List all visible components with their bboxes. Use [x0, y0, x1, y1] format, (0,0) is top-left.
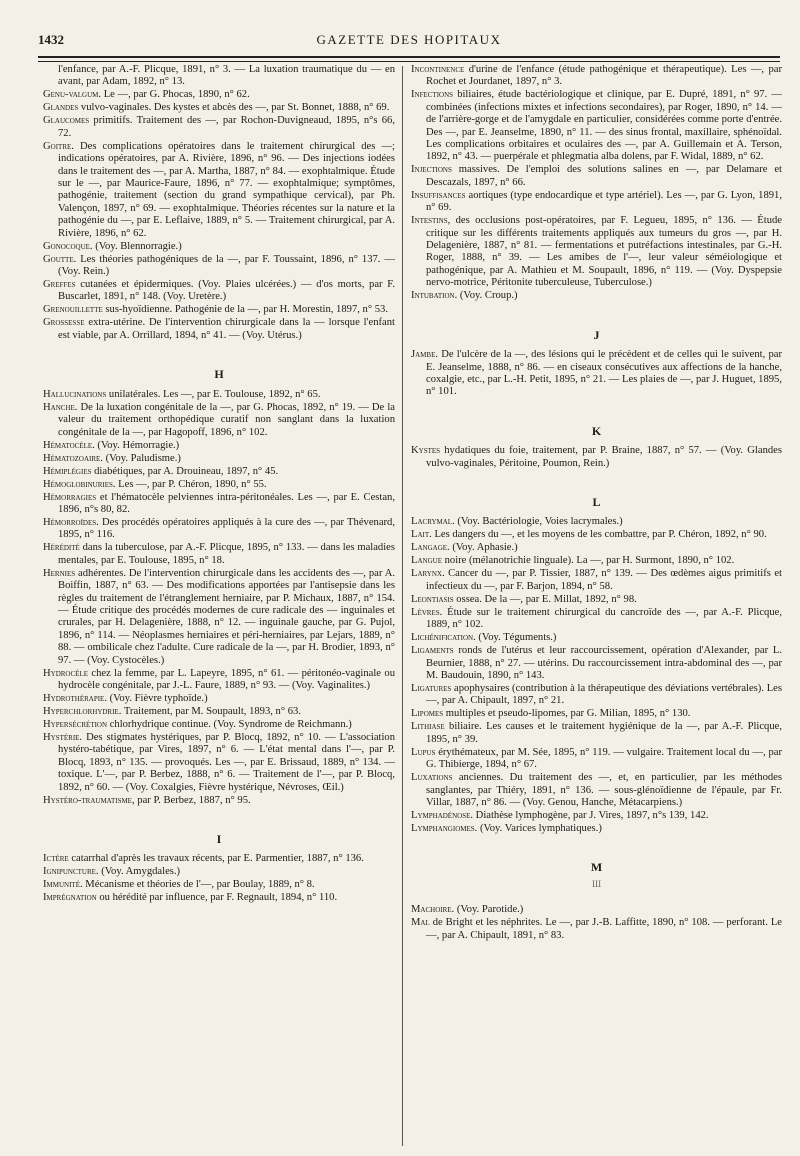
- section-letter: L: [592, 494, 601, 509]
- index-entry: [411, 64, 782, 89]
- entry-keyword: Langage.: [411, 542, 450, 554]
- entry-keyword: Leontiasis: [411, 593, 454, 605]
- entry-text: De la luxation congénitale de la —, par G. Phocas, 1892, n° 19. — De la valeur du traitement orthopédique curatif non sanglant dans la luxation congénitale de la —, par Hagopoff, 1896, n° 102.: [58, 401, 395, 438]
- entry-keyword: Hématocèle.: [43, 439, 95, 451]
- entry-keyword: Lithiase: [411, 721, 445, 733]
- entry-keyword: Imprégnation: [43, 892, 97, 904]
- entry-text: (Voy. Blennorragie.): [92, 240, 182, 252]
- entry-text: Des procédés opératoires appliqués à la cure des —, par Thévenard, 1895, n° 116.: [58, 516, 395, 541]
- right-column: [411, 64, 782, 943]
- index-entry: [411, 542, 782, 554]
- entry-text: primitifs. Traitement des —, par Rochon-Duvigneaud, 1895, n°s 66, 72.: [58, 115, 395, 139]
- entry-keyword: Hystéro-traumatisme,: [43, 794, 135, 806]
- entry-text: aortiques (type endocardique et type artériel). Les —, par G. Lyon, 1891, n° 69.: [426, 189, 782, 214]
- entry-keyword: Grossesse: [43, 317, 85, 329]
- section-letter: H: [214, 367, 224, 382]
- entry-keyword: Lichénification.: [411, 632, 476, 644]
- entry-keyword: Glaucomes: [43, 115, 90, 127]
- entry-text: noire (mélanotrichie linguale). La —, par H. Surmont, 1890, n° 102.: [441, 555, 735, 567]
- entry-keyword: Glandes: [43, 102, 79, 114]
- left-column: [43, 64, 395, 905]
- entry-keyword: Intubation.: [411, 290, 458, 302]
- index-entry: [43, 732, 395, 794]
- index-entry: [43, 866, 395, 878]
- page-header: [38, 24, 780, 54]
- index-entry: [43, 479, 395, 491]
- entry-keyword: Hanche.: [43, 401, 78, 413]
- entry-keyword: Ligaments: [411, 645, 454, 657]
- entry-keyword: Kystes: [411, 445, 441, 457]
- entry-keyword: Hématozoaire.: [43, 452, 103, 464]
- index-entry: [411, 917, 782, 942]
- index-entry: [43, 440, 395, 452]
- entry-keyword: Genu-valgum.: [43, 89, 102, 101]
- index-entry: [43, 241, 395, 253]
- entry-text: vulvo-vaginales. Des kystes et abcès des —, par St. Bonnet, 1888, n° 69.: [78, 102, 390, 114]
- index-entry: [43, 795, 395, 807]
- index-entry: [43, 64, 395, 89]
- entry-text: Traitement, par M. Soupault, 1893, n° 63.: [121, 705, 301, 717]
- index-entry: [43, 304, 395, 316]
- entry-text: (Voy. Bactériologie, Voies lacrymales.): [454, 516, 623, 528]
- index-entry: [43, 102, 395, 114]
- index-entry: [43, 453, 395, 465]
- entry-keyword: Infections: [411, 89, 454, 101]
- entry-keyword: Hystérie.: [43, 731, 83, 743]
- section-letter: K: [591, 423, 602, 438]
- entry-text: biliaire. Les causes et le traitement hygiénique de la —, par A.-F. Plicque, 1895, n° 39.: [426, 721, 782, 745]
- entry-text: de Bright et les néphrites. Le —, par J.-B. Laffitte, 1890, n° 108. — perforant. Le —, par A. Chipault, 1891, n° 83.: [426, 917, 782, 941]
- entry-keyword: Ictère: [43, 853, 69, 865]
- entry-text: et l'hématocèle pelviennes intra-péritonéales. Les —, par E. Cestan, 1896, n°s 80, 82.: [58, 491, 395, 515]
- index-entry: [411, 190, 782, 215]
- entry-text: catarrhal d'après les travaux récents, par E. Parmentier, 1887, n° 136.: [68, 853, 364, 865]
- index-entry: [43, 892, 395, 904]
- entry-keyword: Lait.: [411, 529, 432, 541]
- index-entry: [43, 706, 395, 718]
- index-entry: [43, 853, 395, 865]
- index-entry: [411, 89, 782, 163]
- entry-text: l'enfance, par A.-F. Plicque, 1891, n° 3. — La luxation traumatique du — en avant, par Adam, 1892, n° 13.: [58, 64, 395, 88]
- entry-text: Les théories pathogéniques de la —, par F. Toussaint, 1896, n° 137. — (Voy. Rein.): [58, 253, 395, 278]
- entry-text: (Voy. Croup.): [457, 290, 518, 302]
- index-entry: [411, 632, 782, 644]
- entry-text: Cancer du —, par P. Tissier, 1887, n° 139. — Des œdèmes aigus primitifs et infectieux du —, par F. Barjon, 1894, n° 58.: [426, 568, 782, 592]
- entry-text: Les —, par P. Chéron, 1890, n° 55.: [115, 478, 267, 490]
- entry-keyword: Hémorragies: [43, 491, 97, 503]
- index-entry: [411, 516, 782, 528]
- entry-keyword: Larynx.: [411, 568, 445, 580]
- entry-keyword: Grenouillette: [43, 304, 103, 316]
- entry-text: (Voy. Amygdales.): [98, 866, 181, 878]
- index-entry: [43, 254, 395, 279]
- index-entry: [43, 568, 395, 667]
- entry-text: (Voy. Aphasie.): [449, 542, 518, 554]
- index-entry: [43, 879, 395, 891]
- index-entry: [43, 693, 395, 705]
- index-entry: [411, 529, 782, 541]
- entry-text: diabétiques, par A. Drouineau, 1897, n° 45.: [91, 465, 279, 477]
- index-entry: [43, 542, 395, 567]
- index-entry: [411, 823, 782, 835]
- entry-text: d'urine de l'enfance (étude pathogénique et thérapeutique). Les —, par Rochet et Jourdanet, 1897, n° 3.: [426, 64, 782, 88]
- entry-text: érythémateux, par M. Sée, 1895, n° 119. — vulgaire. Traitement local du —, par G. Thibierge, 1894, n° 67.: [426, 746, 782, 771]
- entry-text: (Voy. Parotide.): [454, 904, 524, 916]
- entry-keyword: Jambe.: [411, 349, 438, 361]
- entry-text: chez la femme, par L. Lapeyre, 1895, n° 61. — péritonéo-vaginale ou hydrocèle congénitale, par J.-L. Faure, 1889, n° 93. — (Voy. Vaginalites.): [58, 667, 395, 691]
- entry-keyword: Machoire.: [411, 904, 455, 916]
- entry-keyword: Hémiplégies: [43, 465, 92, 477]
- entry-text: biliaires, étude bactériologique et clinique, par E. Dupré, 1891, n° 97. — combinées (infections mixtes et infections secondaires), par Roger, 1890, n° 14. — de l'arrière-gorge et de l'amygdale en particulier, considérées comme porte d'entrée. Des —, par E. Jeanselme, 1890, n° 11. — des sinus frontal, maxillaire, sphénoïdal. Les complications orbitaires et oculaires des —, par A. Guillemain et A. Terson, 1892, n° 43. — puerpérale et phlegmatia alba dolens, par F. Widal, 1889, n° 62.: [426, 89, 782, 163]
- entry-text: Des stigmates hystériques, par P. Blocq, 1892, n° 10. — L'association hystéro-tabétique, par Vires, 1897, n° 6. — L'état mental dans l'—, par P. Blocq, 1893, n° 135. — provoqués. Les —, par E. Brissaud, 1889, n° 134. — toxique. L'—, par P. Berbez, 1888, n° 6. — Traitement de l'—, par P. Blocq, 1892, n° 60. — (Voy. Coxalgies, Fièvre hystérique, Névroses, Œil.): [58, 731, 395, 793]
- entry-keyword: Langue: [411, 555, 442, 567]
- index-entry: [43, 141, 395, 240]
- section-ornament: Ш: [591, 878, 602, 889]
- entry-keyword: Lèvres.: [411, 606, 443, 618]
- index-entry: [43, 719, 395, 731]
- entry-text: ossea. De la —, par E. Millat, 1892, n° 98.: [453, 593, 637, 605]
- section-letter: I: [216, 832, 222, 846]
- entry-keyword: Hernies: [43, 567, 76, 579]
- entry-keyword: Ignipuncture.: [43, 866, 99, 878]
- entry-keyword: Incontinence: [411, 64, 465, 75]
- index-entry: [411, 747, 782, 772]
- entry-text: par P. Berbez, 1887, n° 95.: [134, 794, 251, 806]
- entry-keyword: Insuffisances: [411, 189, 466, 201]
- entry-keyword: Injections: [411, 164, 452, 176]
- entry-keyword: Goutte.: [43, 253, 77, 265]
- index-entry: [411, 810, 782, 822]
- entry-text: chlorhydrique continue. (Voy. Syndrome de Reichmann.): [107, 718, 352, 730]
- index-entry: [411, 683, 782, 708]
- entry-text: Les dangers du —, et les moyens de les combattre, par P. Chéron, 1892, n° 90.: [431, 529, 767, 541]
- entry-text: Le —, par G. Phocas, 1890, n° 62.: [101, 89, 250, 101]
- entry-keyword: Hérédité: [43, 542, 80, 554]
- entry-keyword: Lymphangiomes.: [411, 823, 478, 834]
- entry-text: (Voy. Fièvre typhoïde.): [106, 692, 208, 704]
- entry-text: (Voy. Varices lymphatiques.): [477, 823, 602, 834]
- entry-text: ronds de l'utérus et leur raccourcissement, opération d'Alexander, par L. Beurnier, 1888, n° 27. — utérins. Du raccourcissement intra-abdominal des —, par M. Baudouin, 1890, n° 143.: [426, 645, 782, 681]
- header-rule-thick: [38, 56, 780, 58]
- entry-text: des occlusions post-opératoires, par F. Legueu, 1895, n° 136. — Étude critique sur les différents traitements appliqués aux tumeurs du gros —, par H. Delagenière, 1887, n° 81. — fermentations et putréfactions intestinales, par G.-H. Roger, 1888, n° 39. — Les amibes de l'—, leur valeur séméiologique et pathogénique, par A. Mathieu et M. Soupault, 1896, n° 119. — (Voy. Dyspepsie nervo-motrice, Péritonite tuberculeuse, Tuberculose.): [426, 215, 782, 289]
- index-entry: [411, 290, 782, 302]
- entry-keyword: Hémoglobinuries.: [43, 478, 116, 490]
- entry-text: multiples et pseudo-lipomes, par G. Milian, 1895, n° 130.: [443, 708, 691, 720]
- entry-text: apophysaires (contribution à la thérapeutique des déviations vertébrales). Les —, par A. Chipault, 1897, n° 21.: [426, 682, 782, 707]
- entry-text: Mécanisme et théories de l'—, par Boulay, 1889, n° 8.: [82, 879, 315, 891]
- entry-text: extra-utérine. De l'intervention chirurgicale dans la — lorsque l'enfant est viable, par A. Orrillard, 1894, n° 41. — (Voy. Utérus.): [58, 317, 395, 341]
- index-entry: [43, 279, 395, 304]
- entry-keyword: Hémorroïdes.: [43, 516, 99, 528]
- page-number: 1432: [38, 32, 64, 47]
- entry-text: sus-hyoïdienne. Pathogénie de la —, par H. Morestin, 1897, n° 53.: [102, 304, 388, 316]
- entry-keyword: Mal: [411, 917, 430, 929]
- index-entry: [411, 445, 782, 470]
- entry-text: unilatérales. Les —, par E. Toulouse, 1892, n° 65.: [106, 388, 321, 400]
- index-entry: [411, 215, 782, 289]
- section-letter: M: [590, 860, 603, 875]
- index-entry: [411, 721, 782, 746]
- index-entry: [43, 402, 395, 439]
- entry-keyword: Greffes: [43, 279, 76, 291]
- index-entry: [411, 568, 782, 593]
- entry-text: Étude sur le traitement chirurgical du cancroïde des —, par A.-F. Plicque, 1889, n° 102.: [426, 606, 782, 631]
- entry-keyword: Immunité.: [43, 879, 83, 891]
- header-rule-thin: [38, 61, 780, 62]
- journal-title: GAZETTE DES HOPITAUX: [316, 32, 502, 47]
- entry-keyword: Goitre.: [43, 140, 74, 152]
- entry-keyword: Intestins,: [411, 215, 451, 227]
- entry-keyword: Hypersécrétion: [43, 718, 108, 730]
- entry-text: (Voy. Téguments.): [475, 632, 557, 644]
- entry-keyword: Hyperchlorhydrie.: [43, 705, 122, 717]
- entry-keyword: Hydrothérapie.: [43, 692, 107, 704]
- entry-text: anciennes. Du traitement des —, et, en particulier, par les méthodes sanglantes, par Thiéry, 1891, n° 136. — sous-glénoïdienne de l'épaule, par Fr. Villar, 1887, n° 86. — (Voy. Genou, Hanche, Métacarpiens.): [426, 772, 782, 808]
- entry-text: cutanées et épidermiques. (Voy. Plaies ulcérées.) — d'os morts, par F. Buscarlet, 1891, n° 148. (Voy. Uretère.): [58, 279, 395, 303]
- index-entry: [43, 668, 395, 693]
- index-entry: [43, 492, 395, 517]
- index-entry: [411, 555, 782, 567]
- index-entry: [411, 349, 782, 399]
- index-entry: [411, 164, 782, 189]
- entry-text: (Voy. Hémorragie.): [94, 439, 180, 451]
- entry-text: Des complications opératoires dans le traitement chirurgical des —; indications opératoires, par A. Rivière, 1896, n° 96. — Des injections iodées dans le traitement des —, par A. Martha, 1887, n° 84. — exophtalmique. Étude sur le —, par Maurice-Faure, 1896, n° 77. — exophtalmique; symptômes, pathogénie, traitement (section du grand sympathique cervical), par Ph. Valençon, 1897, n° 69. — exophtalmique. Théories récentes sur la nature et la pathogénie du —, par E. Leflaive, 1889, n° 5. — Traitement chirurgical, par A. Rivière, 1896, n° 62.: [58, 140, 395, 239]
- entry-keyword: Luxations: [411, 772, 453, 784]
- entry-text: ou hérédité par influence, par F. Regnault, 1894, n° 110.: [96, 892, 338, 904]
- index-entry: [43, 517, 395, 542]
- index-entry: [43, 317, 395, 342]
- entry-text: Diathèse lymphogène, par J. Vires, 1897, n°s 139, 142.: [473, 810, 709, 821]
- entry-keyword: Ligatures: [411, 682, 452, 694]
- entry-keyword: Lupus: [411, 746, 436, 758]
- entry-text: (Voy. Paludisme.): [102, 452, 181, 464]
- index-entry: [411, 607, 782, 632]
- index-entry: [411, 708, 782, 720]
- index-entry: [411, 645, 782, 682]
- entry-text: adhérentes. De l'intervention chirurgicale dans les accidents des —, par A. Boiffin, 1887, n° 63. — Des modifications apportées par l'antisepsie dans les règles du traitement de l'étranglement herniaire, par P. Michaux, 1887, n° 154. — Étude critique des procédés modernes de cure radicale des — inguinales et crurales, par H. Delagenière, 1888, n° 12. — inguinale gauche, par G. Pujol, 1896, n° 114. — Néoplasmes herniaires et péri-herniaires, par Lejars, 1889, n° 88. — ombilicale chez l'adulte. Cure radicale de la —, par H. Brodier, 1893, n° 97. — (Voy. Cystocèles.): [58, 567, 395, 666]
- entry-text: hydatiques du foie, traitement, par P. Braine, 1887, n° 57. — (Voy. Glandes vulvo-vaginales, Péritoine, Poumon, Rein.): [426, 445, 782, 469]
- section-letter: J: [593, 327, 600, 342]
- entry-keyword: Lymphadénose.: [411, 810, 474, 821]
- entry-text: De l'ulcère de la —, des lésions qui le précèdent et de celles qui le suivent, par E. Jeanselme, 1888, n° 86. — en ciseaux consécutives aux affections de la hanche, coxalgie, etc., par L.-H. Petit, 1895, n° 21. — Les plaies de —, par J. Huguet, 1895, n° 101.: [426, 349, 782, 398]
- column-divider: [402, 66, 403, 1146]
- index-entry: [411, 772, 782, 809]
- entry-keyword: Gonocoque.: [43, 240, 93, 252]
- index-entry: [43, 389, 395, 401]
- entry-text: massives. De l'emploi des solutions salines en —, par Delamare et Descazals, 1897, n° 66.: [426, 164, 782, 188]
- entry-keyword: Hallucinations: [43, 388, 107, 400]
- index-entry: [411, 904, 782, 916]
- index-entry: [411, 594, 782, 606]
- index-entry: [43, 466, 395, 478]
- entry-keyword: Hydrocèle: [43, 667, 88, 679]
- index-entry: [43, 115, 395, 140]
- index-entry: [43, 89, 395, 101]
- entry-keyword: Lacrymal.: [411, 516, 455, 528]
- entry-text: dans la tuberculose, par A.-F. Plicque, 1895, n° 133. — dans les maladies mentales, par E. Toulouse, 1895, n° 18.: [58, 542, 395, 566]
- entry-keyword: Lipomes: [411, 708, 444, 720]
